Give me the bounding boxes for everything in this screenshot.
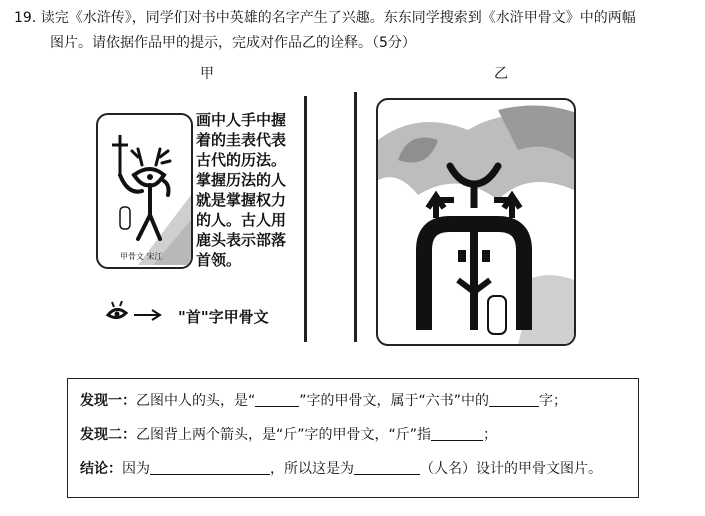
caption-line: 掌握历法的人	[196, 171, 287, 189]
finding-one-text-3: 字；	[539, 393, 568, 409]
answer-box	[67, 378, 639, 498]
caption-line: 就是掌握权力	[196, 191, 287, 209]
question-number: 19.	[14, 10, 37, 26]
panel-a-caption	[196, 110, 296, 270]
blank-field[interactable]	[255, 392, 299, 407]
finding-two-text-1: 乙图背上两个箭头，是“斤”字的甲骨文，“斤”指	[136, 427, 432, 443]
finding-two-label: 发现二：	[80, 427, 136, 443]
panel-b-label: 乙	[494, 66, 508, 82]
question-text-1: 读完《水浒传》，同学们对书中英雄的名字产生了兴趣。东东同学搜索到《水浒甲骨文》中的两幅	[40, 10, 636, 26]
question-line-2: 图片。请依据作品甲的提示，完成对作品乙的诠释。（5分）	[50, 35, 416, 51]
blank-field[interactable]	[354, 460, 420, 475]
conclusion	[80, 459, 602, 479]
panel-b-card	[376, 98, 576, 346]
panel-a-label: 甲	[200, 66, 214, 82]
conclusion-text-1: 因为	[122, 461, 150, 477]
caption-line: 首领。	[196, 251, 242, 269]
panel-a-illustration	[98, 115, 191, 267]
finding-two	[80, 425, 497, 445]
question-line-1	[14, 8, 636, 28]
conclusion-text-3: （人名）设计的甲骨文图片。	[420, 461, 602, 477]
shou-glyph-arrow	[104, 301, 164, 325]
conclusion-text-2: ，所以这是为	[270, 461, 354, 477]
finding-two-text-2: ；	[483, 427, 498, 443]
caption-line: 的人。古人用	[196, 211, 287, 229]
panel-a-card	[96, 113, 193, 269]
panel-a-edge	[304, 96, 307, 342]
shou-glyph-note: "首"字甲骨文	[178, 308, 269, 326]
finding-one	[80, 391, 567, 411]
blank-field[interactable]	[431, 426, 483, 441]
conclusion-label: 结论：	[80, 461, 122, 477]
caption-line: 画中人手中握	[196, 111, 287, 129]
panel-a-card-caption: 甲骨文 宋江	[120, 252, 163, 261]
finding-one-label: 发现一：	[80, 393, 136, 409]
caption-line: 着的圭表代表	[196, 131, 287, 149]
finding-one-text-1: 乙图中人的头，是“	[136, 393, 256, 409]
panel-b-edge	[354, 92, 357, 342]
blank-field[interactable]	[489, 392, 539, 407]
panel-b-illustration	[378, 100, 574, 344]
finding-one-text-2: ”字的甲骨文，属于“六书”中的	[299, 393, 490, 409]
caption-line: 鹿头表示部落	[196, 231, 287, 249]
blank-field[interactable]	[150, 460, 270, 475]
caption-line: 古代的历法。	[196, 151, 287, 169]
panel-b	[354, 92, 582, 342]
